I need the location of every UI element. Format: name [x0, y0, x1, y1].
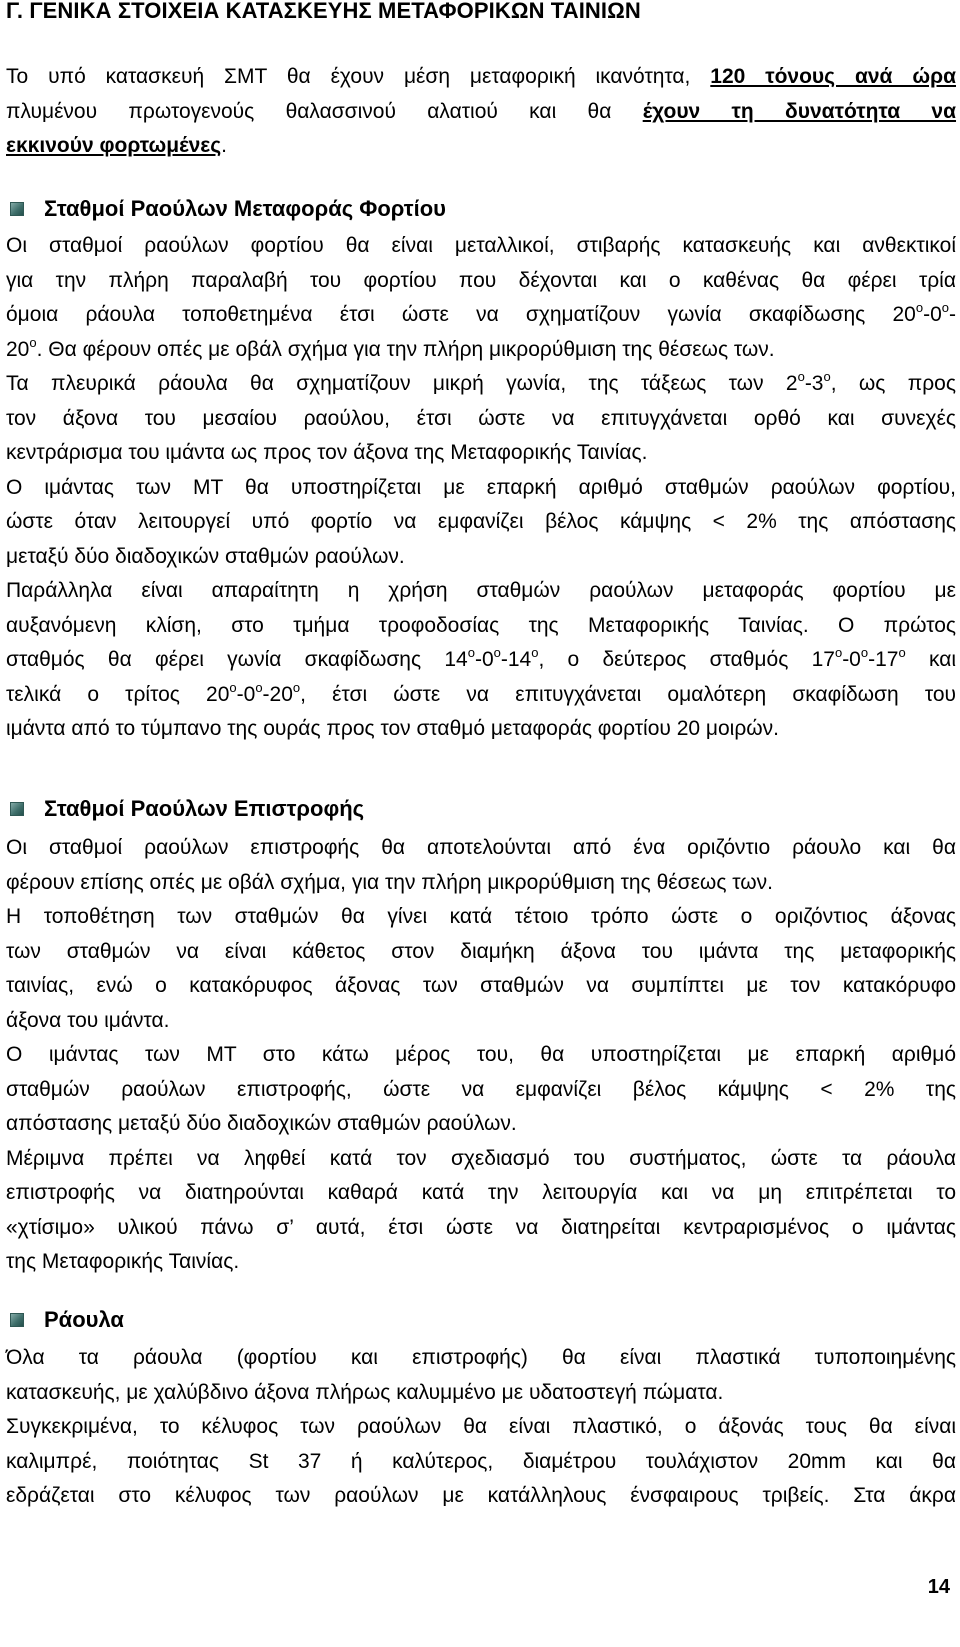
intro-line [6, 129, 956, 164]
body-line: Η τοποθέτηση των σταθμών θα γίνει κατά τέτοιο τρόπο ώστε ο οριζόντιος άξονας [6, 905, 956, 928]
body-line: μεταξύ δύο διαδοχικών σταθμών ραούλων. [6, 544, 405, 568]
body-line: για την πλήρη παραλαβή του φορτίου που δέχονται και ο καθένας θα φέρει τρία [6, 268, 956, 292]
intro-line [6, 60, 956, 95]
body-line: «χτίσιμο» υλικού πάνω σ’ αυτά, έτσι ώστε να διατηρείται κεντραρισμένος ο ιμάντας [6, 1215, 956, 1239]
body-line: όμοια ράουλα τοποθετημένα έτσι ώστε να σχηματίζουν γωνία σκαφίδωσης $20^o-0^o-$ [6, 300, 956, 326]
body-line: Οι σταθμοί ραούλων επιστροφής θα αποτελούνται από ένα οριζόντιο ράουλο και θα [6, 836, 956, 859]
square-bullet-icon [10, 202, 24, 216]
body-line: των σταθμών να είναι κάθετος στον διαμήκη άξονα του ιμάντα της μεταφορικής [6, 939, 956, 963]
body-line: εδράζεται στο κέλυφος των ραούλων με κατάλληλους ένσφαιρους τριβείς. Στα άκρα [6, 1484, 956, 1507]
intro-text: . [221, 134, 227, 157]
section-title-text: Ράουλα [44, 1307, 124, 1332]
section-title-idlers [10, 1307, 124, 1333]
intro-paragraph [6, 60, 956, 164]
body-line: ταινίας, ενώ ο κατακόρυφος άξονας των σταθμών να συμπίπτει με τον κατακόρυφο [6, 974, 956, 997]
body-line: Ο ιμάντας των ΜΤ θα υποστηρίζεται με επαρκή αριθμό σταθμών ραούλων φορτίου, [6, 475, 956, 499]
section-body-carrying-idlers [6, 229, 956, 747]
square-bullet-icon [10, 1313, 24, 1327]
body-line: Συγκεκριμένα, το κέλυφος των ραούλων θα είναι πλαστικό, ο άξονάς τους θα είναι [6, 1415, 956, 1438]
body-line: κατασκευής, με χαλύβδινο άξονα πλήρως καλυμμένο με υδατοστεγή πώματα. [6, 1380, 724, 1404]
section-title-text: Σταθμοί Ραούλων Μεταφοράς Φορτίου [44, 196, 446, 221]
body-line: Οι σταθμοί ραούλων φορτίου θα είναι μεταλλικοί, στιβαρής κατασκευής και ανθεκτικοί [6, 234, 956, 257]
startup-emphasis: εκκινούν φορτωμένες [6, 134, 222, 157]
body-line: Παράλληλα είναι απαραίτητη η χρήση σταθμών ραούλων μεταφοράς φορτίου με [6, 579, 956, 602]
body-line: σταθμός θα φέρει γωνία σκαφίδωσης $14^o-0^o-14^o$, ο δεύτερος σταθμός $17^o-0^o-17^o$ και [6, 645, 956, 671]
body-line: ιμάντα από το τύμπανο της ουράς προς τον σταθμό μεταφοράς φορτίου 20 μοιρών. [6, 717, 780, 740]
section-title-text: Σταθμοί Ραούλων Επιστροφής [44, 796, 365, 821]
body-line: καλιμπρέ, ποιότητας St 37 ή καλύτερος, διαμέτρου τουλάχιστον 20mm και θα [6, 1449, 956, 1473]
page-number: 14 [927, 1576, 950, 1598]
intro-text: Το υπό κατασκευή ΣΜΤ θα έχουν μέση μεταφορική ικανότητα, [6, 65, 711, 88]
body-line: Ο ιμάντας των ΜΤ στο κάτω μέρος του, θα υποστηρίζεται με επαρκή αριθμό [6, 1043, 956, 1066]
intro-line [6, 95, 956, 130]
intro-text: πλυμένου πρωτογενούς θαλασσινού αλατιού και θα [6, 99, 643, 123]
body-line: απόστασης μεταξύ δύο διαδοχικών σταθμών ραούλων. [6, 1112, 517, 1135]
capacity-emphasis: 120 τόνους ανά ώρα [710, 65, 956, 88]
body-line: επιστροφής να διατηρούνται καθαρά κατά την λειτουργία και να μη επιτρέπεται το [6, 1181, 956, 1204]
body-line: κεντράρισμα του ιμάντα ως προς τον άξονα της Μεταφορικής Ταινίας. [6, 441, 648, 464]
section-heading: Γ. ΓΕΝΙΚΑ ΣΤΟΙΧΕΙΑ ΚΑΤΑΣΚΕΥΗΣ ΜΕΤΑΦΟΡΙΚΩΝ ΤΑΙΝΙΩΝ [6, 0, 641, 23]
body-line: Μέριμνα πρέπει να ληφθεί κατά τον σχεδιασμό του συστήματος, ώστε τα ράουλα [6, 1146, 956, 1170]
body-line: Τα πλευρικά ράουλα θα σχηματίζουν μικρή γωνία, της τάξεως των $2^o-3^o$, ως προς [6, 369, 956, 395]
body-line: της Μεταφορικής Ταινίας. [6, 1250, 240, 1273]
body-line: τελικά ο τρίτος $20^o-0^o-20^o$, έτσι ώστε να επιτυγχάνεται ομαλότερη σκαφίδωση του [6, 679, 956, 706]
body-line: Όλα τα ράουλα (φορτίου και επιστροφής) θα είναι πλαστικά τυποποιημένης [6, 1346, 956, 1369]
body-line: τον άξονα του μεσαίου ραούλου, έτσι ώστε να επιτυγχάνεται ορθό και συνεχές [6, 406, 956, 430]
body-line: σταθμών ραούλων επιστροφής, ώστε να εμφανίζει βέλος κάμψης < 2% της [6, 1077, 956, 1101]
startup-emphasis: έχουν τη δυνατότητα να [642, 99, 957, 123]
body-line: $20^o$. Θα φέρουν οπές με οβάλ σχήμα για την πλήρη μικρορύθμιση της θέσεως των. [6, 334, 775, 361]
section-title-return-idlers [10, 796, 364, 822]
body-line: ώστε όταν λειτουργεί υπό φορτίο να εμφανίζει βέλος κάμψης < 2% της απόστασης [6, 510, 956, 533]
body-line: άξονα του ιμάντα. [6, 1008, 170, 1032]
section-title-carrying-idlers [10, 196, 446, 222]
section-body-idlers [6, 1341, 956, 1514]
square-bullet-icon [10, 802, 24, 816]
body-line: αυξανόμενη κλίση, στο τμήμα τροφοδοσίας της Μεταφορικής Ταινίας. Ο πρώτος [6, 613, 956, 637]
body-line: φέρουν επίσης οπές με οβάλ σχήμα, για την πλήρη μικρορύθμιση της θέσεως των. [6, 870, 774, 894]
section-body-return-idlers [6, 831, 956, 1280]
